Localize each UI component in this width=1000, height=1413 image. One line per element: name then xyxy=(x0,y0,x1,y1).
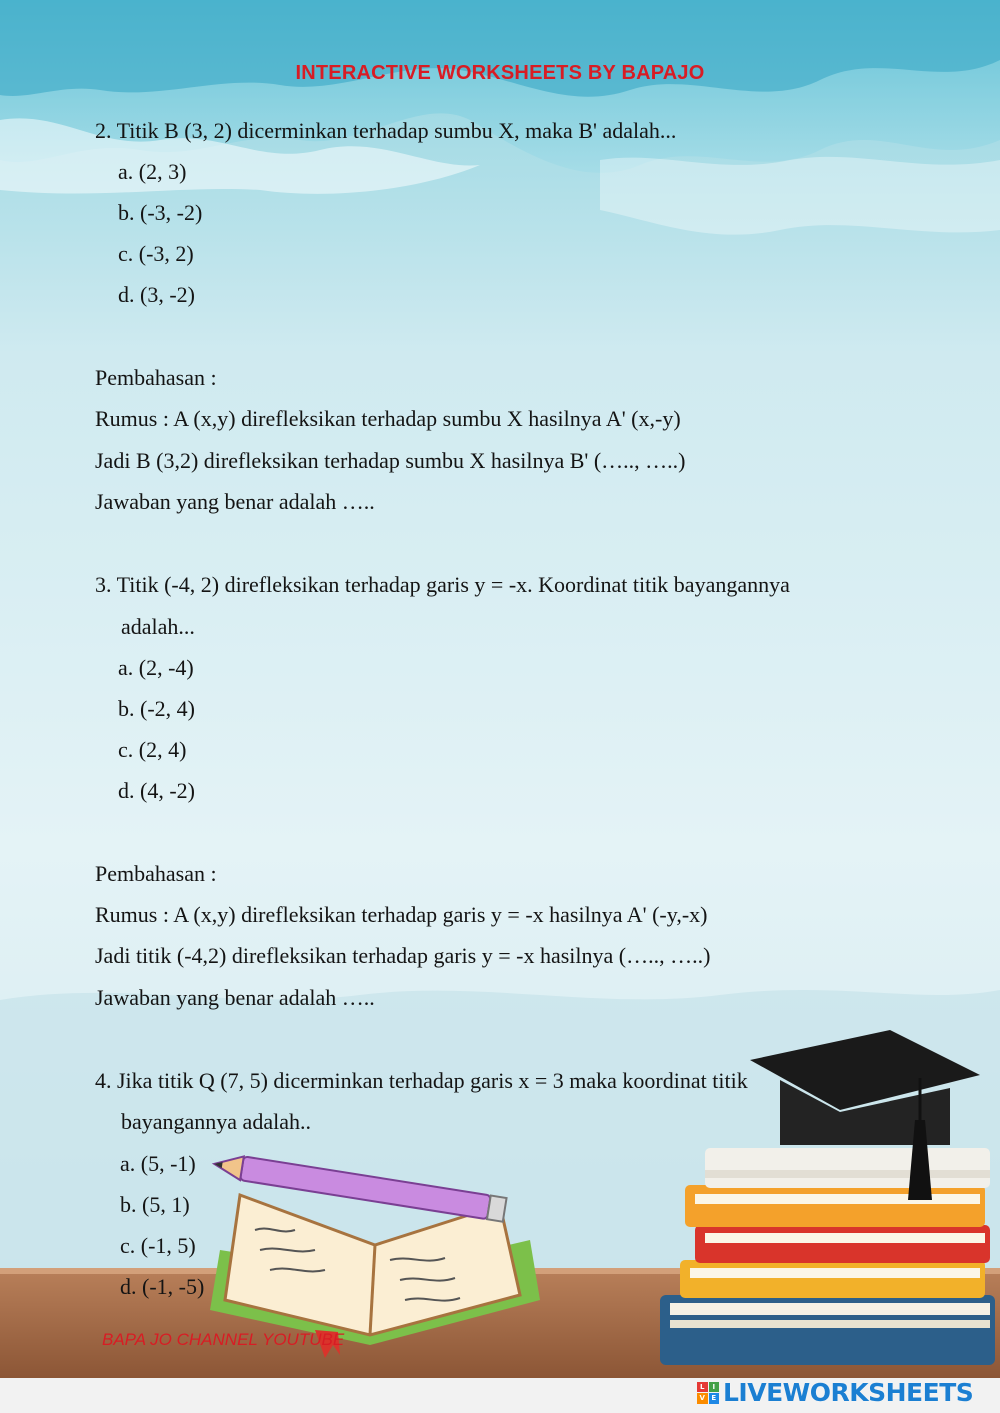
question-2-option-d: d. (3, -2) xyxy=(118,282,195,307)
worksheet-header: INTERACTIVE WORKSHEETS BY BAPAJO xyxy=(295,62,705,84)
question-2-work: Jadi B (3,2) direfleksikan terhadap sumbu X hasilnya B' (….., …..) xyxy=(95,448,686,473)
question-3-work: Jadi titik (-4,2) direfleksikan terhadap garis y = -x hasilnya (….., …..) xyxy=(95,943,711,968)
question-2-discussion-label: Pembahasan : xyxy=(95,365,217,390)
question-4-option-b: b. (5, 1) xyxy=(120,1192,190,1217)
question-2-text: 2. Titik B (3, 2) dicerminkan terhadap sumbu X, maka B' adalah... xyxy=(95,118,677,143)
liveworksheets-logo[interactable] xyxy=(697,1378,973,1407)
question-4-option-d: d. (-1, -5) xyxy=(120,1274,205,1299)
question-3-option-a: a. (2, -4) xyxy=(118,655,194,680)
question-4-text-cont: bayangannya adalah.. xyxy=(121,1109,311,1134)
liveworksheets-logo-text: LIVEWORKSHEETS xyxy=(723,1378,974,1407)
question-2-option-a: a. (2, 3) xyxy=(118,159,187,184)
question-3-discussion-label: Pembahasan : xyxy=(95,861,217,886)
question-3-text-cont: adalah... xyxy=(121,614,195,639)
question-4-option-c: c. (-1, 5) xyxy=(120,1233,196,1258)
footer-channel-text: BAPA JO CHANNEL YOUTUBE xyxy=(102,1330,345,1349)
question-2-answer-prompt: Jawaban yang benar adalah ….. xyxy=(95,489,375,514)
question-3-formula: Rumus : A (x,y) direfleksikan terhadap garis y = -x hasilnya A' (-y,-x) xyxy=(95,902,708,927)
question-4-text: 4. Jika titik Q (7, 5) dicerminkan terhadap garis x = 3 maka koordinat titik xyxy=(95,1068,748,1093)
question-2-formula: Rumus : A (x,y) direfleksikan terhadap sumbu X hasilnya A' (x,-y) xyxy=(95,406,681,431)
question-2-option-c: c. (-3, 2) xyxy=(118,241,194,266)
question-3-option-c: c. (2, 4) xyxy=(118,737,187,762)
question-4-option-a: a. (5, -1) xyxy=(120,1151,196,1176)
question-3-text: 3. Titik (-4, 2) direfleksikan terhadap garis y = -x. Koordinat titik bayangannya xyxy=(95,572,790,597)
question-3-option-b: b. (-2, 4) xyxy=(118,696,195,721)
question-3-option-d: d. (4, -2) xyxy=(118,778,195,803)
question-3-answer-prompt: Jawaban yang benar adalah ….. xyxy=(95,985,375,1010)
question-2-option-b: b. (-3, -2) xyxy=(118,200,203,225)
liveworksheets-badge-icon: L I V E xyxy=(697,1382,719,1404)
